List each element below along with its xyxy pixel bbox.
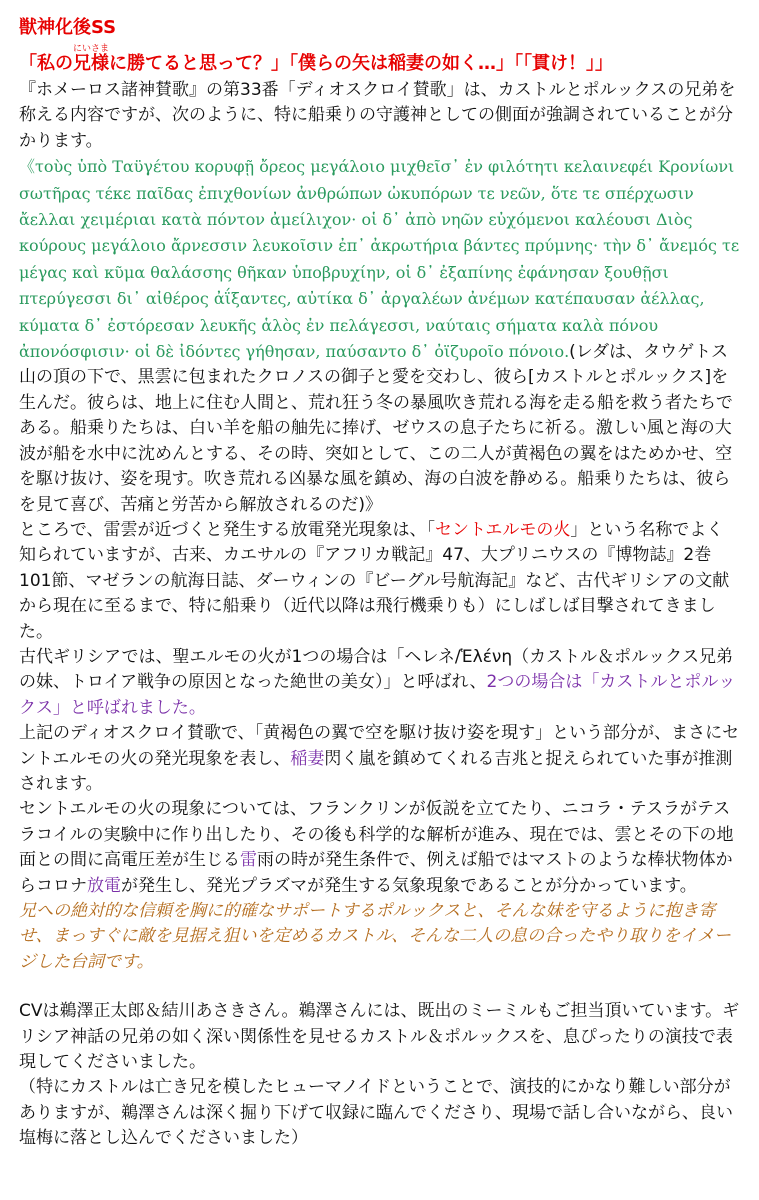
greek-quote-paragraph	[19, 154, 740, 518]
ruby-reading: にいさま	[73, 44, 110, 54]
st-elmo-paragraph: ところで、雷雲が近づくと発生する放電発光現象は、「セントエルモの火」という名称でよく知られていますが、古来、カエサルの『アフリカ戦記』47、大プリニウスの『博物誌』2巻101節、マゼランの航海日誌、ダーウィンの『ビーグル号航海記』など、古代ギリシアの文献から現在に至るまで、特に船乗り（近代以降は飛行機乗りも）にしばしば目撃されてきました。	[19, 519, 730, 642]
st-elmo-highlight: セントエルモの火	[435, 519, 571, 540]
cv-note-paragraph: （特にカストルは亡き兄を模したヒューマノイドということで、演技的にかなり難しい部分がありますが、鵜澤さんは深く掘り下げて収録に臨んでくださり、現場で話し合いながら、良い塩梅に落とし込んでくださいました）	[19, 1077, 733, 1149]
spacer	[19, 975, 740, 999]
catchphrase	[19, 44, 740, 78]
catchphrase-ruby: 兄様にいさま	[73, 44, 110, 74]
helene-paragraph: 古代ギリシアでは、聖エルモの火が1つの場合は「ヘレネ/Ἑλένη（カストル＆ポルックス兄弟の妹、トロイア戦争の原因となった絶世の美女）」と呼ばれ、2つの場合は「カストルとポルックス」と呼ばれました。	[19, 646, 736, 718]
quote-translation: (レダは、タウゲトス山の頂の下で、黒雲に包まれたクロノスの御子と愛を交わし、彼ら[カストルとポルックス]を生んだ。彼らは、地上に住む人間と、荒れ狂う冬の暴風吹き荒れる海を走る船を救う者たちである。船乗りたちは、白い羊を船の舳先に捧げ、ゼウスの息子たちに祈る。激しい風と海の大波が船を水中に沈めんとする、その時、突如として、この二人が黄褐色の翼をはためかせ、空を駆け抜け、姿を現す。吹き荒れる凶暴な風を鎮め、海の白波を静める。船乗りたちは、彼らを見て喜び、苦痛と労苦から解放されるのだ)》	[19, 342, 733, 515]
greek-quote: 《τοὺς ὑπὸ Ταϋγέτου κορυφῇ ὄρεος μεγάλοιο μιχθεῖσ᾽ ἐν φιλότητι κελαινεφέι Κρονίωνι σωτῆρας τέκε παῖδας ἐπιχθονίων ἀνθρώπων ὠκυπόρων τε νεῶν, ὅτε τε σπέρχωσιν ἄελλαι χειμέριαι κατὰ πόντον ἀμείλιχον· οἱ δ᾽ ἀπὸ νηῶν εὐχόμενοι καλέουσι Διὸς κούρους μεγάλοιο ἄρνεσσιν λευκοῖσιν ἐπ᾽ ἀκρωτήρια βάντες πρύμνης· τὴν δ᾽ ἄνεμός τε μέγας καὶ κῦμα θαλάσσης θῆκαν ὑποβρυχίην, οἱ δ᾽ ἐξαπίνης ἐφάνησαν ξουθῇσι πτερύγεσσι δι᾽ αἰθέρος ἀΐξαντες, αὐτίκα δ᾽ ἀργαλέων ἀνέμων κατέπαυσαν ἀέλλας, κύματα δ᾽ ἐστόρεσαν λευκῆς ἁλὸς ἐν πελάγεσσι, ναύταις σήματα καλὰ πόνου ἀπονόσφισιν· οἱ δὲ ἰδόντες γήθησαν, παύσαντο δ᾽ ὀϊζυροῖο πόνοιο.	[19, 157, 740, 362]
section-title: 獣神化後SS	[19, 17, 117, 38]
discharge-highlight: 放電	[87, 875, 121, 896]
hymn-interpretation-paragraph: 上記のディオスクロイ賛歌で、「黄褐色の翼で空を駆け抜け姿を現す」という部分が、まさにセントエルモの火の発光現象を表し、稲妻閃く嵐を鎮めてくれる吉兆と捉えられていた事が推測されます。	[19, 723, 740, 794]
thunder-highlight: 雷	[240, 850, 257, 871]
catchphrase-post: に勝てると思って？」「僕らの矢は稲妻の如く…」「「貫け！」」	[109, 53, 614, 74]
catchphrase-pre: 「私の	[19, 53, 73, 74]
line-commentary: 兄への絶対的な信頼を胸に的確なサポートするポルックスと、そんな妹を守るように抱き寄せ、まっすぐに敵を見据え狙いを定めるカストル、そんな二人の息の合ったやり取りをイメージした台詞です。	[19, 901, 731, 972]
castor-pollux-highlight: 2つの場合は「カストルとポルックス」と呼ばれました。	[19, 672, 736, 718]
cv-paragraph: CVは鵜澤正太郎＆結川あさきさん。鵜澤さんには、既出のミーミルもご担当頂いています。ギリシア神話の兄弟の如く深い関係性を見せるカストル＆ポルックスを、息ぴったりの演技で表現してくださいました。	[19, 1001, 740, 1073]
phenomenon-paragraph: セントエルモの火の現象については、フランクリンが仮説を立てたり、ニコラ・テスラがテスラコイルの実験中に作り出したり、その後も科学的な解析が進み、現在では、雲とその下の地面との間に高電圧差が生じる雷雨の時が発生条件で、例えば船ではマストのような棒状物体からコロナ放電が発生し、発光プラズマが発生する気象現象であることが分かっています。	[19, 799, 734, 896]
intro-paragraph: 『ホメーロス諸神賛歌』の第33番「ディオスクロイ賛歌」は、カストルとポルックスの兄弟を称える内容ですが、次のように、特に船乗りの守護神としての側面が強調されていることが分かります。	[19, 80, 736, 151]
lightning-highlight: 稲妻	[290, 748, 325, 769]
